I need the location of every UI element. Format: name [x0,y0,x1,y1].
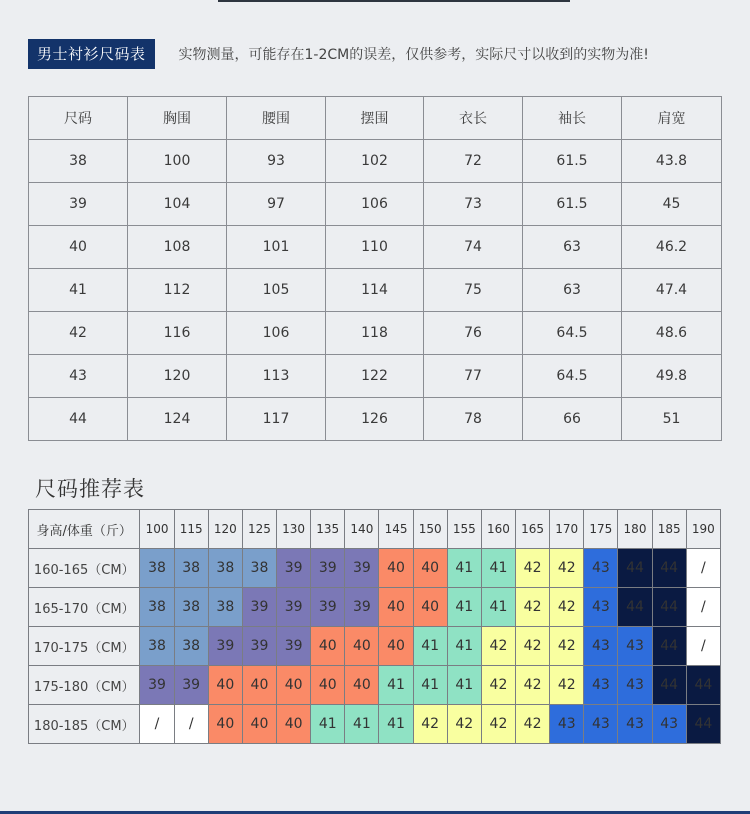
weight-header-cell: 160 [481,510,515,549]
recommended-size-cell: 42 [550,588,584,627]
recommended-size-cell: 40 [311,627,345,666]
recommended-size-cell: 40 [208,666,242,705]
size-table-cell: 63 [523,226,622,269]
size-table-cell: 46.2 [622,226,722,269]
recommended-size-cell: / [686,549,720,588]
size-table-cell: 108 [128,226,227,269]
size-table-cell: 104 [128,183,227,226]
size-header-cell: 肩宽 [622,97,722,140]
recommended-size-cell: 38 [140,588,174,627]
weight-header-cell: 175 [584,510,618,549]
recommended-size-cell: 38 [174,627,208,666]
recommended-size-cell: / [174,705,208,744]
size-table-cell: 97 [227,183,326,226]
size-header-cell: 袖长 [523,97,622,140]
size-table-cell: 41 [29,269,128,312]
size-table-cell: 106 [326,183,424,226]
size-table-cell: 64.5 [523,312,622,355]
size-table-cell: 49.8 [622,355,722,398]
recommended-size-cell: / [686,588,720,627]
recommendation-header-row [29,510,721,549]
size-chart-badge: 男士衬衫尺码表 [28,39,155,69]
height-range-label: 160-165（CM） [29,549,140,588]
recommended-size-cell: 42 [481,666,515,705]
top-divider [218,0,570,2]
size-table-cell: 114 [326,269,424,312]
recommended-size-cell: 44 [652,588,686,627]
size-table-row [29,312,722,355]
size-table-cell: 39 [29,183,128,226]
size-header-cell: 腰围 [227,97,326,140]
size-table-cell: 124 [128,398,227,441]
recommended-size-cell: 42 [550,549,584,588]
size-table-cell: 38 [29,140,128,183]
size-table-row [29,269,722,312]
recommendation-row [29,588,721,627]
size-table-cell: 93 [227,140,326,183]
recommended-size-cell: 43 [652,705,686,744]
recommendation-row [29,627,721,666]
measurement-note: 实物测量，可能存在1-2CM的误差，仅供参考，实际尺寸以收到的实物为准! [178,47,649,63]
recommended-size-cell: 39 [174,666,208,705]
recommended-size-cell: 39 [345,549,379,588]
recommended-size-cell: 39 [345,588,379,627]
size-table-row [29,140,722,183]
recommended-size-cell: 42 [550,627,584,666]
height-range-label: 175-180（CM） [29,666,140,705]
recommended-size-cell: 41 [447,549,481,588]
size-table-cell: 117 [227,398,326,441]
recommended-size-cell: 40 [413,588,447,627]
size-table-cell: 42 [29,312,128,355]
size-table-row [29,226,722,269]
recommended-size-cell: / [140,705,174,744]
height-range-label: 180-185（CM） [29,705,140,744]
recommended-size-cell: 43 [584,549,618,588]
recommendation-row [29,666,721,705]
size-table-cell: 126 [326,398,424,441]
recommended-size-cell: 39 [242,588,276,627]
weight-header-cell: 130 [277,510,311,549]
size-table-row [29,355,722,398]
recommendation-row [29,549,721,588]
size-header-cell: 尺码 [29,97,128,140]
size-table-cell: 112 [128,269,227,312]
weight-header-cell: 135 [311,510,345,549]
recommendation-row [29,705,721,744]
size-table-cell: 48.6 [622,312,722,355]
recommended-size-cell: / [686,627,720,666]
size-table-cell: 45 [622,183,722,226]
recommended-size-cell: 42 [481,705,515,744]
size-chart-header [28,39,649,69]
weight-header-cell: 125 [242,510,276,549]
recommended-size-cell: 43 [618,666,652,705]
size-table-cell: 51 [622,398,722,441]
height-range-label: 165-170（CM） [29,588,140,627]
size-table-row [29,183,722,226]
size-table-cell: 102 [326,140,424,183]
size-table-cell: 110 [326,226,424,269]
recommended-size-cell: 38 [208,549,242,588]
recommended-size-cell: 42 [481,627,515,666]
recommended-size-cell: 42 [413,705,447,744]
recommended-size-cell: 44 [652,666,686,705]
recommended-size-cell: 38 [242,549,276,588]
size-header-cell: 衣长 [424,97,523,140]
recommended-size-cell: 43 [618,627,652,666]
recommended-size-cell: 38 [174,588,208,627]
weight-header-cell: 120 [208,510,242,549]
recommended-size-cell: 41 [379,666,413,705]
size-table-header-row [29,97,722,140]
weight-header-cell: 115 [174,510,208,549]
weight-header-cell: 140 [345,510,379,549]
weight-header-cell: 100 [140,510,174,549]
recommended-size-cell: 42 [447,705,481,744]
size-table-cell: 61.5 [523,183,622,226]
recommended-size-cell: 43 [584,666,618,705]
recommended-size-cell: 42 [516,705,550,744]
recommendation-title: 尺码推荐表 [35,477,145,501]
recommended-size-cell: 39 [242,627,276,666]
recommended-size-cell: 41 [447,588,481,627]
size-table-cell: 43 [29,355,128,398]
recommended-size-cell: 42 [550,666,584,705]
size-table-cell: 78 [424,398,523,441]
size-table-cell: 72 [424,140,523,183]
size-table-cell: 47.4 [622,269,722,312]
recommended-size-cell: 43 [584,588,618,627]
recommended-size-cell: 38 [140,549,174,588]
size-header-cell: 胸围 [128,97,227,140]
recommended-size-cell: 42 [516,627,550,666]
weight-header-cell: 155 [447,510,481,549]
size-table-cell: 100 [128,140,227,183]
weight-header-cell: 185 [652,510,686,549]
size-table-cell: 76 [424,312,523,355]
weight-header-cell: 150 [413,510,447,549]
recommended-size-cell: 41 [447,666,481,705]
recommended-size-cell: 41 [379,705,413,744]
recommendation-table [28,509,721,744]
size-table [28,96,722,441]
recommended-size-cell: 39 [311,588,345,627]
size-table-cell: 122 [326,355,424,398]
weight-header-cell: 170 [550,510,584,549]
recommended-size-cell: 40 [242,705,276,744]
recommended-size-cell: 44 [652,549,686,588]
size-table-cell: 113 [227,355,326,398]
size-table-cell: 116 [128,312,227,355]
size-table-cell: 44 [29,398,128,441]
recommended-size-cell: 43 [618,705,652,744]
height-weight-corner: 身高/体重（斤） [29,510,140,549]
recommended-size-cell: 40 [277,705,311,744]
recommended-size-cell: 44 [686,705,720,744]
size-header-cell: 摆围 [326,97,424,140]
size-table-cell: 40 [29,226,128,269]
recommended-size-cell: 40 [379,588,413,627]
recommended-size-cell: 39 [277,627,311,666]
height-range-label: 170-175（CM） [29,627,140,666]
recommended-size-cell: 41 [413,627,447,666]
weight-header-cell: 190 [686,510,720,549]
recommended-size-cell: 42 [516,666,550,705]
recommended-size-cell: 41 [345,705,379,744]
weight-header-cell: 180 [618,510,652,549]
recommended-size-cell: 40 [277,666,311,705]
recommended-size-cell: 41 [311,705,345,744]
recommended-size-cell: 38 [174,549,208,588]
size-table-cell: 73 [424,183,523,226]
recommended-size-cell: 40 [413,549,447,588]
recommended-size-cell: 40 [379,549,413,588]
recommended-size-cell: 40 [311,666,345,705]
size-table-cell: 75 [424,269,523,312]
recommended-size-cell: 38 [140,627,174,666]
size-table-cell: 118 [326,312,424,355]
recommended-size-cell: 41 [481,588,515,627]
size-table-cell: 106 [227,312,326,355]
recommended-size-cell: 43 [584,705,618,744]
recommended-size-cell: 41 [413,666,447,705]
size-table-row [29,398,722,441]
recommended-size-cell: 40 [379,627,413,666]
recommended-size-cell: 44 [652,627,686,666]
recommended-size-cell: 41 [447,627,481,666]
size-table-cell: 105 [227,269,326,312]
size-table-cell: 43.8 [622,140,722,183]
recommended-size-cell: 43 [584,627,618,666]
recommended-size-cell: 42 [516,588,550,627]
recommended-size-cell: 43 [550,705,584,744]
recommended-size-cell: 39 [277,549,311,588]
recommended-size-cell: 39 [140,666,174,705]
recommended-size-cell: 38 [208,588,242,627]
weight-header-cell: 165 [516,510,550,549]
recommended-size-cell: 41 [481,549,515,588]
size-table-cell: 63 [523,269,622,312]
recommended-size-cell: 44 [686,666,720,705]
recommended-size-cell: 39 [208,627,242,666]
recommended-size-cell: 40 [208,705,242,744]
size-table-cell: 74 [424,226,523,269]
recommended-size-cell: 40 [345,666,379,705]
recommended-size-cell: 42 [516,549,550,588]
size-table-cell: 120 [128,355,227,398]
weight-header-cell: 145 [379,510,413,549]
size-table-cell: 101 [227,226,326,269]
recommended-size-cell: 44 [618,588,652,627]
recommended-size-cell: 44 [618,549,652,588]
recommended-size-cell: 40 [242,666,276,705]
recommended-size-cell: 39 [277,588,311,627]
size-table-cell: 66 [523,398,622,441]
size-table-cell: 77 [424,355,523,398]
size-table-cell: 61.5 [523,140,622,183]
size-table-cell: 64.5 [523,355,622,398]
recommended-size-cell: 40 [345,627,379,666]
recommended-size-cell: 39 [311,549,345,588]
